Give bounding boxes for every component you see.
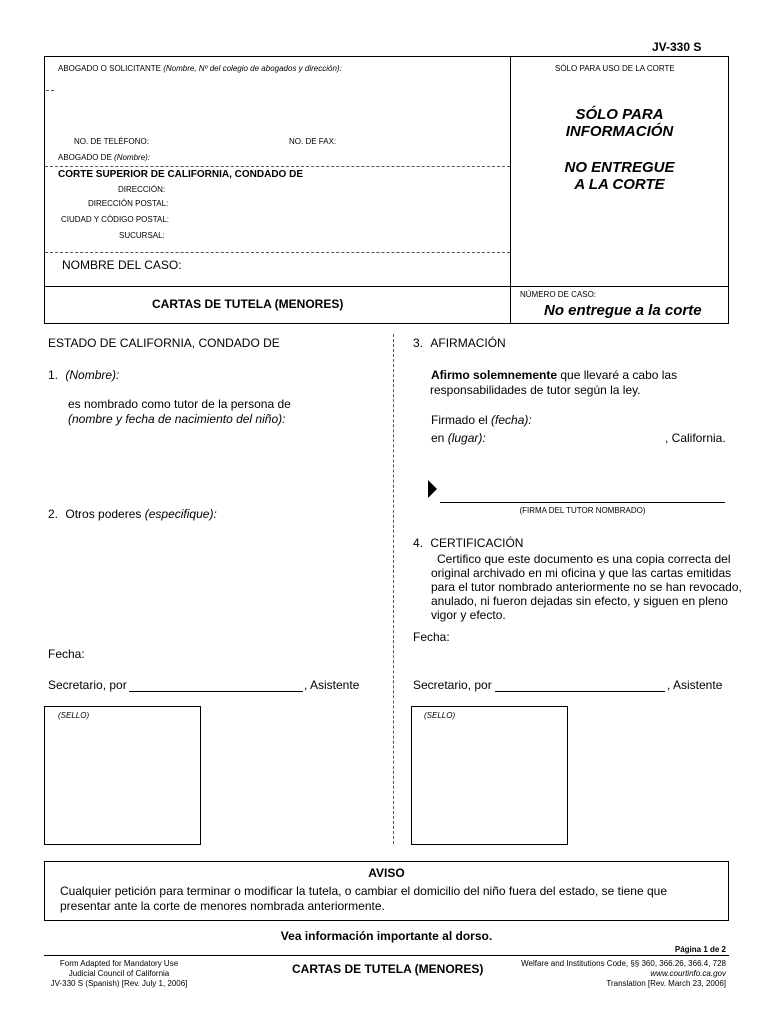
affirm-text-2: responsabilidades de tutor según la ley. bbox=[430, 383, 641, 397]
page-number: Página 1 de 2 bbox=[674, 945, 726, 954]
california-label: , California. bbox=[665, 431, 726, 445]
attorney-hint: (Nombre, Nº del colegio de abogados y dirección): bbox=[163, 64, 342, 73]
item-1-text: es nombrado como tutor de la persona de bbox=[68, 397, 291, 411]
affirm-bold: Afirmo solemnemente bbox=[431, 368, 558, 382]
item-3-number: 3. bbox=[413, 336, 424, 350]
left-seal-label: (SELLO) bbox=[58, 711, 90, 720]
signature-caption: (FIRMA DEL TUTOR NOMBRADO) bbox=[519, 506, 646, 515]
left-seal-box bbox=[44, 706, 201, 845]
item-1 bbox=[48, 368, 119, 382]
item-3-title: AFIRMACIÓN bbox=[430, 336, 506, 350]
right-date-label: Fecha: bbox=[413, 630, 450, 644]
info-line-4: A LA CORTE bbox=[574, 176, 665, 193]
info-line-1: SÓLO PARA bbox=[575, 106, 664, 123]
code-block bbox=[470, 959, 726, 989]
adopted-line-3: JV-330 S (Spanish) [Rev. July 1, 2006] bbox=[50, 979, 188, 988]
info-line-2: INFORMACIÓN bbox=[565, 123, 674, 140]
item-4 bbox=[413, 536, 523, 550]
cert-line-5: vigor y efecto. bbox=[431, 608, 506, 622]
cert-line-2: original archivado en mi oficina y que las cartas emitidas bbox=[431, 566, 732, 580]
branch-label: SUCURSAL: bbox=[119, 231, 165, 240]
info-line-3: NO ENTREGUE bbox=[564, 159, 675, 176]
item-2-text: Otros poderes bbox=[65, 507, 142, 521]
code-line-3: Translation [Rev. March 23, 2006] bbox=[606, 979, 726, 988]
court-use-label: SÓLO PARA USO DE LA CORTE bbox=[555, 64, 675, 73]
signature-arrow-icon bbox=[428, 480, 437, 498]
court-name-divider bbox=[45, 166, 510, 167]
notice-text bbox=[60, 884, 667, 914]
adopted-block bbox=[24, 959, 214, 989]
item-2 bbox=[48, 507, 217, 521]
item-4-number: 4. bbox=[413, 536, 424, 550]
left-clerk-line[interactable] bbox=[129, 691, 303, 692]
right-deputy-label: , Asistente bbox=[667, 678, 723, 692]
notice-line-2: presentar ante la corte de menores nombrada anteriormente. bbox=[60, 899, 385, 913]
notice-title: AVISO bbox=[368, 866, 405, 880]
mailing-label: DIRECCIÓN POSTAL: bbox=[88, 199, 169, 208]
left-deputy-label: , Asistente bbox=[304, 678, 360, 692]
title-divider bbox=[45, 286, 729, 287]
form-title: CARTAS DE TUTELA (MENORES) bbox=[152, 297, 344, 311]
at-label: en bbox=[431, 431, 445, 445]
attorney-label-text: ABOGADO O SOLICITANTE bbox=[58, 64, 161, 73]
attorney-label bbox=[58, 64, 342, 73]
code-line-1: Welfare and Institutions Code, §§ 360, 366.26, 366.4, 728 bbox=[521, 959, 726, 968]
state-county-label: ESTADO DE CALIFORNIA, CONDADO DE bbox=[48, 336, 280, 350]
adopted-line-2: Judicial Council of California bbox=[68, 969, 170, 978]
city-zip-label: CIUDAD Y CÓDIGO POSTAL: bbox=[61, 215, 170, 224]
item-4-title: CERTIFICACIÓN bbox=[430, 536, 524, 550]
left-clerk-label: Secretario, por bbox=[48, 678, 127, 692]
at-hint: (lugar): bbox=[447, 431, 486, 445]
phone-label: NO. DE TELÉFONO: bbox=[74, 137, 149, 146]
signed-label: Firmado el bbox=[431, 413, 488, 427]
no-file-note: No entregue a la corte bbox=[544, 302, 702, 319]
item-2-hint: (especifique): bbox=[144, 507, 217, 521]
right-clerk-label: Secretario, por bbox=[413, 678, 492, 692]
cert-line-3: para el tutor nombrado anteriormente no se han revocado, bbox=[431, 580, 742, 594]
certification-text bbox=[431, 552, 742, 622]
item-3 bbox=[413, 336, 506, 350]
item-1-desc bbox=[68, 397, 291, 427]
footer-rule bbox=[44, 955, 729, 956]
case-name-divider bbox=[45, 252, 510, 253]
info-only-notice bbox=[510, 106, 729, 193]
attorney-field[interactable] bbox=[46, 90, 54, 91]
case-number-label: NÚMERO DE CASO: bbox=[520, 290, 597, 299]
right-seal-box bbox=[411, 706, 568, 845]
item-1-hint-2: (nombre y fecha de nacimiento del niño): bbox=[68, 412, 286, 426]
right-clerk-line[interactable] bbox=[495, 691, 665, 692]
attorney-for-label bbox=[58, 153, 150, 162]
item-2-number: 2. bbox=[48, 507, 59, 521]
adopted-line-1: Form Adapted for Mandatory Use bbox=[59, 959, 179, 968]
court-name: CORTE SUPERIOR DE CALIFORNIA, CONDADO DE bbox=[58, 169, 304, 180]
fax-label: NO. DE FAX: bbox=[289, 137, 337, 146]
notice-line-1: Cualquier petición para terminar o modificar la tutela, o cambiar el domicilio del niño fuera del estado, se tiene que bbox=[60, 884, 668, 898]
attorney-for-text: ABOGADO DE bbox=[58, 153, 112, 162]
footer-title: CARTAS DE TUTELA (MENORES) bbox=[292, 962, 484, 976]
cert-line-4: anulado, ni fueron dejadas sin efecto, y siguen en pleno bbox=[431, 594, 728, 608]
signed-hint: (fecha): bbox=[491, 413, 532, 427]
item-1-number: 1. bbox=[48, 368, 59, 382]
affirm-text-1: que llevaré a cabo las bbox=[557, 368, 678, 382]
signed-date bbox=[431, 413, 532, 427]
form-number: JV-330 S bbox=[652, 40, 702, 54]
address-label: DIRECCIÓN: bbox=[118, 185, 166, 194]
item-1-hint: (Nombre): bbox=[65, 368, 120, 382]
cert-line-1: Certifico que este documento es una copia correcta del bbox=[437, 552, 731, 566]
left-date-label: Fecha: bbox=[48, 647, 85, 661]
column-divider bbox=[393, 334, 394, 844]
see-back-note: Vea información importante al dorso. bbox=[280, 929, 493, 943]
attorney-for-hint: (Nombre): bbox=[114, 153, 151, 162]
affirmation-text bbox=[431, 368, 677, 398]
signature-line[interactable] bbox=[440, 502, 725, 503]
signed-place bbox=[431, 431, 486, 445]
right-seal-label: (SELLO) bbox=[424, 711, 456, 720]
case-name-label: NOMBRE DEL CASO: bbox=[62, 258, 182, 272]
website-link[interactable]: www.courtinfo.ca.gov bbox=[650, 969, 726, 978]
